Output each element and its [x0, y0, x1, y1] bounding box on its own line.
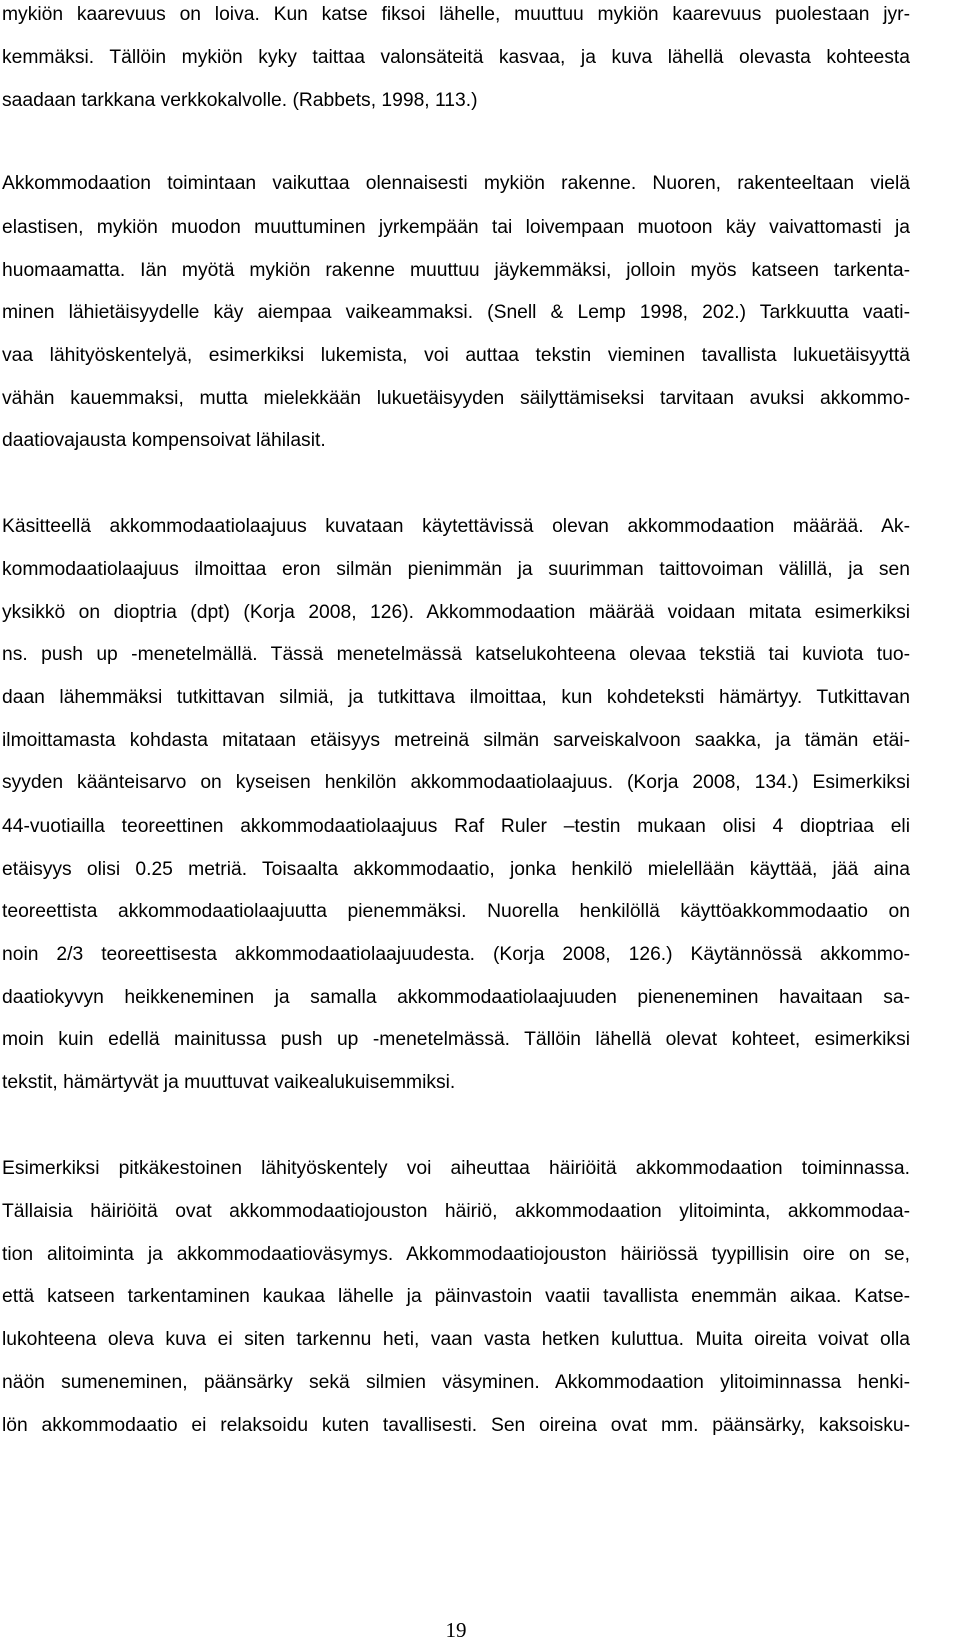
text-line: tion alitoiminta ja akkommodaatioväsymys. Akkommodaatiojouston häiriössä tyypillisin oire on se,: [2, 1244, 910, 1265]
text-line: lukohteena oleva kuva ei siten tarkennu heti, vaan vasta hetken kuluttua. Muita oireita voivat olla: [2, 1329, 910, 1350]
text-line: Akkommodaation toimintaan vaikuttaa olennaisesti mykiön rakenne. Nuoren, rakenteeltaan vielä: [2, 173, 910, 194]
text-line: ilmoittamasta kohdasta mitataan etäisyys metreinä silmän sarveiskalvoon saakka, ja tämän etäi-: [2, 730, 910, 751]
text-line: vaa lähityöskentelyä, esimerkiksi lukemista, voi auttaa tekstin vieminen tavallista lukuetäisyyttä: [2, 345, 910, 366]
text-line: etäisyys olisi 0.25 metriä. Toisaalta akkommodaatio, jonka henkilö mielellään käyttää, jää aina: [2, 859, 910, 880]
text-line: saadaan tarkkana verkkokalvolle. (Rabbets, 1998, 113.): [2, 90, 478, 111]
text-line: Esimerkiksi pitkäkestoinen lähityöskentely voi aiheuttaa häiriöitä akkommodaation toiminnassa.: [2, 1158, 910, 1179]
text-line: mykiön kaarevuus on loiva. Kun katse fiksoi lähelle, muuttuu mykiön kaarevuus puolestaan jyr-: [2, 4, 910, 25]
text-line: kemmäksi. Tällöin mykiön kyky taittaa valonsäteitä kasvaa, ja kuva lähellä olevasta kohteesta: [2, 47, 910, 68]
text-line: elastisen, mykiön muodon muuttuminen jyrkempään tai loivempaan muotoon käy vaivattomasti ja: [2, 217, 910, 238]
text-line: että katseen tarkentaminen kaukaa lähelle ja päinvastoin vaatii tavallista enemmän aikaa. Katse-: [2, 1286, 910, 1307]
text-line: teoreettista akkommodaatiolaajuutta pienemmäksi. Nuorella henkilöllä käyttöakkommodaatio on: [2, 901, 910, 922]
text-line: minen lähietäisyydelle käy aiempaa vaikeammaksi. (Snell & Lemp 1998, 202.) Tarkkuutta vaati-: [2, 302, 910, 323]
text-line: Käsitteellä akkommodaatiolaajuus kuvataan käytettävissä olevan akkommodaation määrää. Ak-: [2, 516, 910, 537]
text-line: huomaamatta. Iän myötä mykiön rakenne muuttuu jäykemmäksi, jolloin myös katseen tarkenta-: [2, 260, 910, 281]
text-line: daatiokyvyn heikkeneminen ja samalla akkommodaatiolaajuuden pieneneminen havaitaan sa-: [2, 987, 910, 1008]
text-line: Tällaisia häiriöitä ovat akkommodaatiojouston häiriö, akkommodaation ylitoiminta, akkommodaa-: [2, 1201, 910, 1222]
page-number: 19: [445, 1618, 467, 1642]
text-line: lön akkommodaatio ei relaksoidu kuten tavallisesti. Sen oireina ovat mm. päänsärky, kaksoisku-: [2, 1415, 910, 1436]
text-line: ns. push up -menetelmällä. Tässä menetelmässä katselukohteena olevaa tekstiä tai kuviota tuo-: [2, 644, 910, 665]
text-line: tekstit, hämärtyvät ja muuttuvat vaikealukuisemmiksi.: [2, 1072, 456, 1093]
text-line: daatiovajausta kompensoivat lähilasit.: [2, 430, 326, 451]
text-line: moin kuin edellä mainitussa push up -menetelmässä. Tällöin lähellä olevat kohteet, esimerkiksi: [2, 1029, 910, 1050]
text-line: noin 2/3 teoreettisesta akkommodaatiolaajuudesta. (Korja 2008, 126.) Käytännössä akkommo-: [2, 944, 910, 965]
text-line: yksikkö on dioptria (dpt) (Korja 2008, 126). Akkommodaation määrää voidaan mitata esimerkiksi: [2, 602, 910, 623]
text-line: daan lähemmäksi tutkittavan silmiä, ja tutkittava ilmoittaa, kun kohdeteksti hämärtyy. Tutkittavan: [2, 687, 910, 708]
text-line: vähän kauemmaksi, mutta mielekkään lukuetäisyyden säilyttämiseksi tarvitaan avuksi akkommo-: [2, 388, 910, 409]
text-line: syyden käänteisarvo on kyseisen henkilön akkommodaatiolaajuus. (Korja 2008, 134.) Esimerkiksi: [2, 772, 910, 793]
text-line: 44-vuotiailla teoreettinen akkommodaatiolaajuus Raf Ruler –testin mukaan olisi 4 dioptriaa eli: [2, 816, 910, 837]
text-line: näön sumeneminen, päänsärky sekä silmien väsyminen. Akkommodaation ylitoiminnassa henki-: [2, 1372, 910, 1393]
text-line: kommodaatiolaajuus ilmoittaa eron silmän pienimmän ja suurimman taittovoiman välillä, ja sen: [2, 559, 910, 580]
